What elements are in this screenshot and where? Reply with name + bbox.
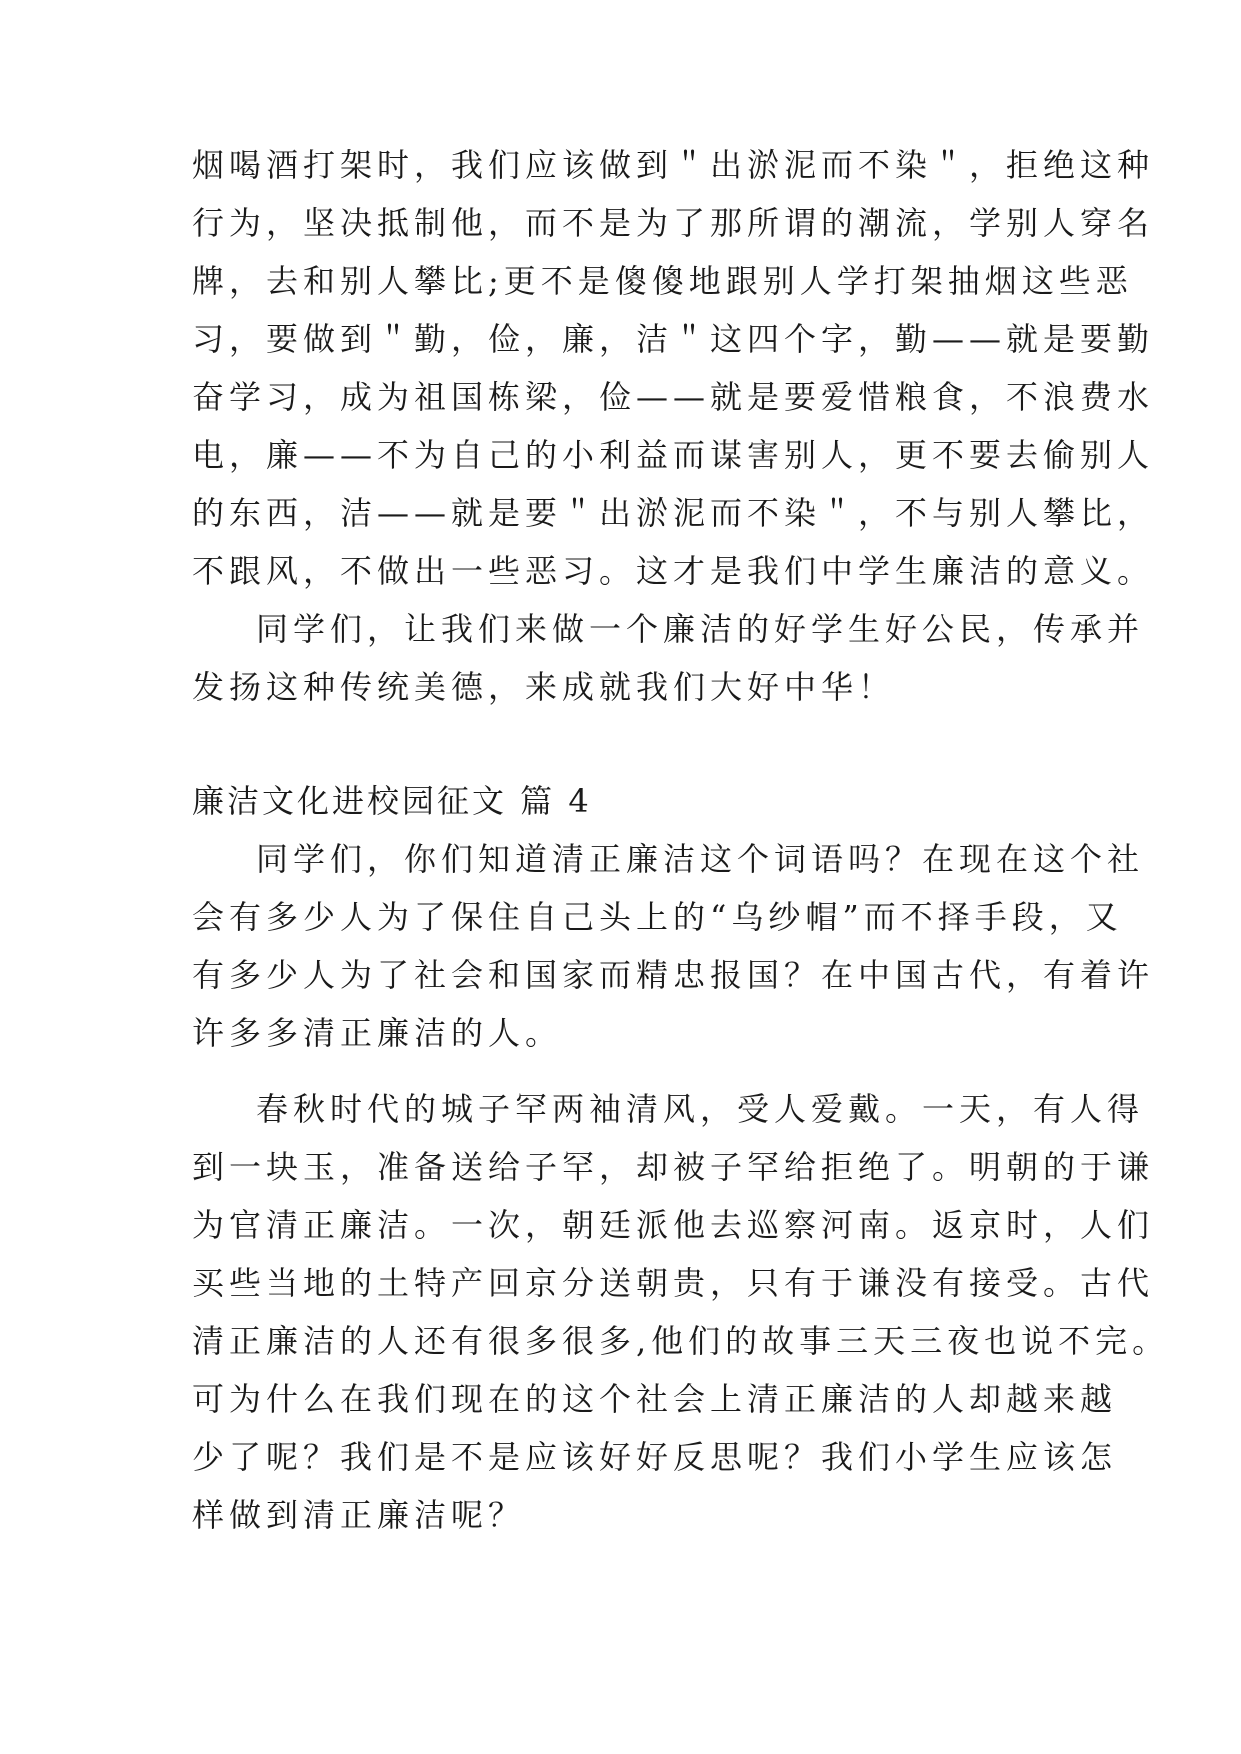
paragraph-4-line-3: 为官清正廉洁。一次，朝廷派他去巡察河南。返京时，人们 — [192, 1206, 1155, 1244]
paragraph-4-line-8: 样做到清正廉洁呢？ — [192, 1496, 526, 1534]
paragraph-1-line-1: 烟喝酒打架时，我们应该做到＂出淤泥而不染＂，拒绝这种 — [192, 146, 1155, 184]
paragraph-4-line-2: 到一块玉，准备送给子罕，却被子罕给拒绝了。明朝的于谦 — [192, 1148, 1155, 1186]
paragraph-1-line-2: 行为，坚决抵制他，而不是为了那所谓的潮流，学别人穿名 — [192, 204, 1155, 242]
paragraph-3-line-3: 有多少人为了社会和国家而精忠报国？在中国古代，有着许 — [192, 956, 1155, 994]
paragraph-3-line-2: 会有多少人为了保住自己头上的“乌纱帽”而不择手段，又 — [192, 898, 1123, 936]
paragraph-3-line-1: 同学们，你们知道清正廉洁这个词语吗？在现在这个社 — [256, 840, 1145, 878]
paragraph-1-line-8: 不跟风，不做出一些恶习。这才是我们中学生廉洁的意义。 — [192, 552, 1155, 590]
paragraph-2-line-1: 同学们，让我们来做一个廉洁的好学生好公民，传承并 — [256, 610, 1145, 648]
paragraph-2-line-2: 发扬这种传统美德，来成就我们大好中华！ — [192, 668, 896, 706]
paragraph-1-line-7: 的东西，洁——就是要＂出淤泥而不染＂，不与别人攀比， — [192, 494, 1155, 532]
section-heading: 廉洁文化进校园征文 篇 4 — [192, 782, 592, 820]
paragraph-4-line-4: 买些当地的土特产回京分送朝贵，只有于谦没有接受。古代 — [192, 1264, 1155, 1302]
paragraph-4-line-7: 少了呢？我们是不是应该好好反思呢？我们小学生应该怎 — [192, 1438, 1118, 1476]
paragraph-1-line-4: 习，要做到＂勤，俭，廉，洁＂这四个字，勤——就是要勤 — [192, 320, 1155, 358]
paragraph-1-line-6: 电，廉——不为自己的小利益而谋害别人，更不要去偷别人 — [192, 436, 1155, 474]
paragraph-4-line-5: 清正廉洁的人还有很多很多,他们的故事三天三夜也说不完。 — [192, 1322, 1170, 1360]
paragraph-1-line-3: 牌，去和别人攀比;更不是傻傻地跟别人学打架抽烟这些恶 — [192, 262, 1133, 300]
paragraph-3-line-4: 许多多清正廉洁的人。 — [192, 1014, 563, 1052]
paragraph-4-line-1: 春秋时代的城子罕两袖清风，受人爱戴。一天，有人得 — [256, 1090, 1145, 1128]
paragraph-4-line-6: 可为什么在我们现在的这个社会上清正廉洁的人却越来越 — [192, 1380, 1118, 1418]
paragraph-1-line-5: 奋学习，成为祖国栋梁，俭——就是要爱惜粮食，不浪费水 — [192, 378, 1155, 416]
